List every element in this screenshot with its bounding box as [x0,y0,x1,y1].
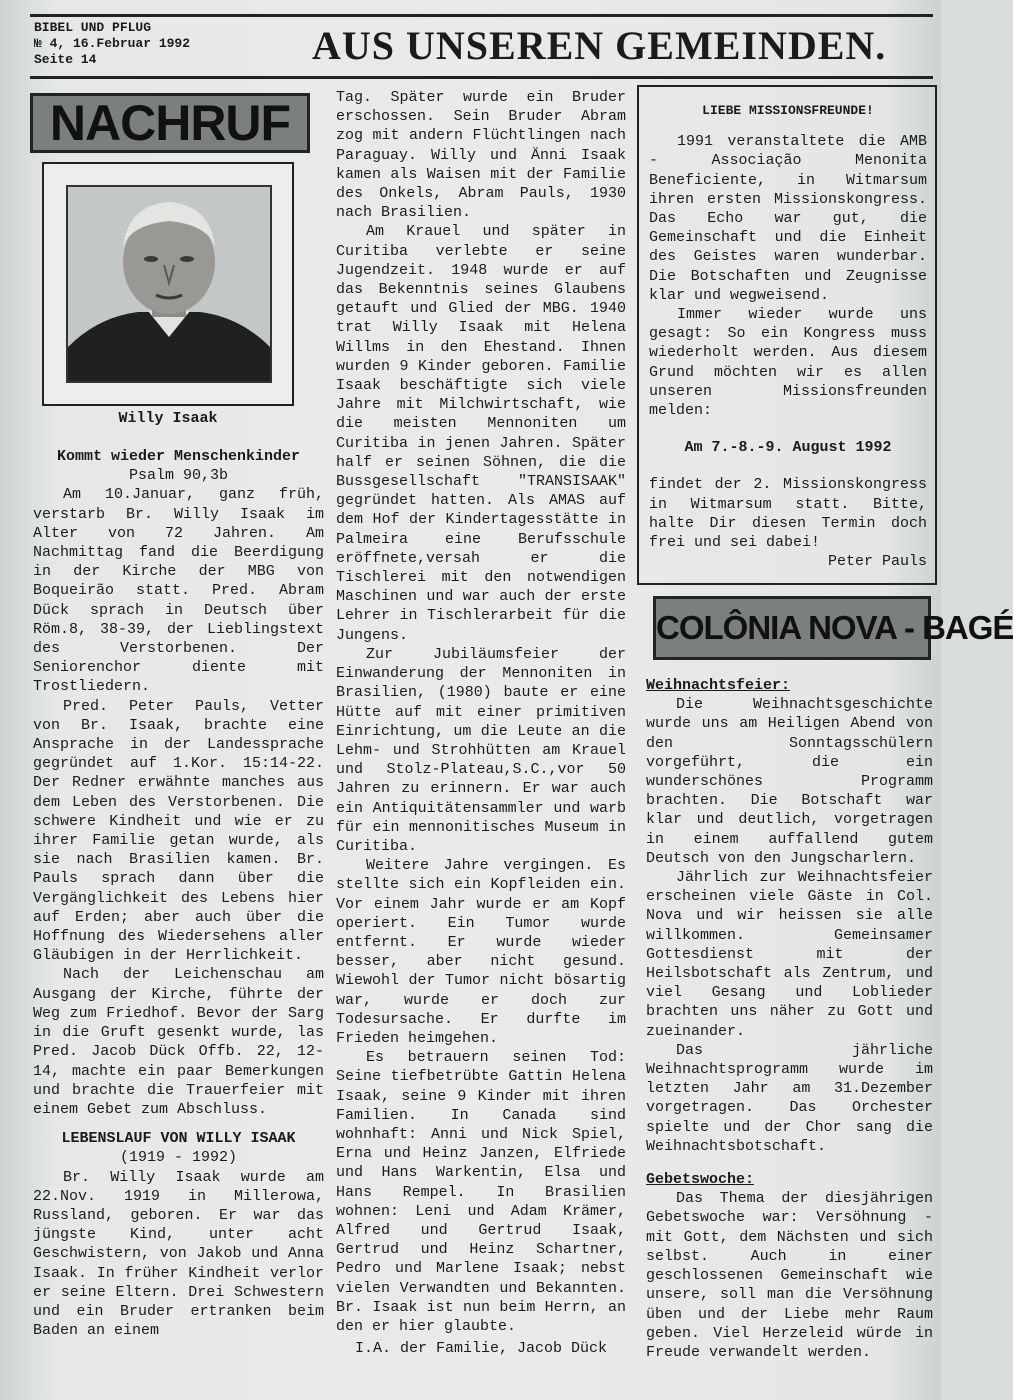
lebenslauf-years: (1919 - 1992) [119,1149,238,1167]
nachruf-banner: NACHRUF [30,93,310,153]
weihnacht-paragraph: Die Weihnachtsgeschichte wurde uns am Heiligen Abend von den Sonntagsschülern vorgeführt, die ein wunderschönes Programm brachten. Die Botschaft war klar und deutlich, vorgetragen in einem auffallend gutem Deutsch von den Jungscharlern. [646,696,933,867]
portrait-caption: Willy Isaak [118,410,218,427]
weihnacht-paragraph: Das jährliche Weihnachtsprogramm wurde im letzten Jahr am 31.Dezember vorgetragen. Das Orchester spielte und der Chor sang die Weihnachtsbotschaft. [646,1041,933,1155]
obituary-heading: Kommt wieder Menschenkinder [56,448,301,465]
header-rule-bottom [30,76,933,79]
mission-paragraph: Immer wieder wurde uns gesagt: So ein Kongress muss wiederholt werden. Aus diesem Grund möchten wir es allen unseren Missionsfreunden melden: [649,306,927,420]
congress-date: Am 7.-8.-9. August 1992 [684,439,892,457]
portrait-photo [66,185,272,383]
lebenslauf-continuation: Tag. Später wurde ein Bruder erschossen. Sein Bruder Abram zog mit andern Flüchtlingen nach Paraguay. Willy und Änni Isaak kamen als Waisen mit der Familie des Onkels, Abram Pauls, 1930 nach Brasilien. [336,89,626,222]
portrait-image [68,187,270,381]
mission-signature: Peter Pauls [827,553,927,571]
weihnacht-paragraph: Jährlich zur Weihnachtsfeier erscheinen viele Gäste in Col. Nova und wir heissen sie alle willkommen. Gemeinsamer Gottesdienst mit der Heilsbotschaft als Zentrum, und viel Gesang und Loblieder brachten uns näher zu Gott und zueinander. [646,869,933,1040]
obituary-paragraph: Am 10.Januar, ganz früh, verstarb Br. Willy Isaak im Alter von 72 Jahren. Am Nachmittag fand die Beerdigung in der Kirche der MBG von Boqueirão statt. Pred. Abram Dück sprach in Deutsch über Röm.8, 38-39, der Lieblingstext des Verstorbenen. Der Seniorenchor diente mit Trostliedern. [33,486,324,696]
mission-box-title: LIEBE MISSIONSFREUNDE! [702,103,874,118]
column-1 [33,447,324,1340]
mission-box [637,85,937,585]
psalm-reference: Psalm 90,3b [128,467,229,485]
publication-name: BIBEL UND PFLUG [34,20,152,35]
lebenslauf-paragraph: Am Krauel und später in Curitiba verlebte er seine Jugendzeit. 1948 wurde er auf das Bekenntnis seines Glaubens getauft und Glied der MBG. 1940 trat Willy Isaak mit Helena Willms in den Ehestand. Ihnen wurden 9 Kinder geboren. Familie Isaak beschäftigte sich viele Jahre mit Milchwirtschaft, wie die meisten Mennoniten um Curitiba in jenen Jahren. Später half er seinen Söhnen, die die Bussgesellschaft "TRANSISAAK" gegründet hatten. Als AMAS auf dem Hof der Kindertagesstätte in Palmeira eine Berufsschule eröffnete,versah er die Tischlerei mit den notwendigen Maschinen und war auch der erste Lehrer in Tischlerarbeit für die Jungens. [336,223,626,644]
lebenslauf-paragraph: Weitere Jahre vergingen. Es stellte sich ein Kopfleiden ein. Vor einem Jahr wurde er am Kopf operiert. Ein Tumor wurde entfernt. Er wurde wieder besser, aber nicht gesund. Wiewohl der Tumor nicht bösartig war, wurde er doch zur Todesursache. Er durfte im Frieden heimgehen. [336,857,626,1047]
lebenslauf-paragraph: Es betrauern seinen Tod: Seine tiefbetrübte Gattin Helena Isaak, seine 9 Kinder mit ihren Familien. In Canada sind wohnhaft: Anni und Nick Spiel, Erna und Heinz Janzen, Elfriede und Hans Warkentin, Elsa und Hans Rempel. In Brasilien wohnen: Leni und Adam Krämer, Alfred und Gertrud Isaak, Gertrud und Heinz Schartner, Pedro und Marlene Isaak; nebst vielen Verwandten und Bekannten. Br. Isaak ist nun beim Herrn, an den er hier glaubte. [336,1049,626,1335]
mission-paragraph: findet der 2. Missionskongress in Witmarsum statt. Bitte, halte Dir diesen Termin doch frei und sei dabei! [649,476,927,552]
issue-date: № 4, 16.Februar 1992 [34,36,191,51]
lebenslauf-paragraph: Zur Jubiläumsfeier der Einwanderung der Mennoniten in Brasilien, (1980) baute er eine Hütte auf mit einer primitiven Einrichtung, um die Leute an die Lehm- und Strohhütten am Krauel und Stolz-Plateau,S.C.,vor 50 Jahren zu erinnern. Er war auch ein Antiquitätensammler und warb für ein mennonitisches Museum in Curitiba. [336,645,626,855]
column-2 [336,88,626,1358]
page-number: Seite 14 [34,52,97,67]
gebetswoche-heading: Gebetswoche: [646,1171,755,1189]
lebenslauf-paragraph: Br. Willy Isaak wurde am 22.Nov. 1919 in Millerowa, Russland, geboren. Er war das jüngste Kind, unter acht Geschwistern, von Jakob und Anna Isaak. In früher Kindheit verlor er seine Eltern. Drei Schwestern und ein Bruder ertranken beim Baden an einem [33,1168,324,1340]
portrait-frame [42,162,294,406]
mission-paragraph: 1991 veranstaltete die AMB - Associação Menonita Beneficiente, in Witmarsum ihren ersten Missionskongress. Das Echo war gut, die Gemeinschaft und die Einheit des Geistes waren wunderbar. Die Botschaften und Zeugnisse klar und wegweisend. [649,133,927,304]
colonia-banner: COLÔNIA NOVA - BAGÉ [653,596,931,660]
family-signature: I.A. der Familie, Jacob Dück [354,1340,608,1358]
obituary-paragraph: Nach der Leichenschau am Ausgang der Kirche, führte der Weg zum Friedhof. Bevor der Sarg in die Gruft gesenkt wurde, las Pred. Jacob Dück Offb. 22, 12-14, machte ein paar Bemerkungen und brachte die Trauerfeier mit einem Gebet zum Abschluss. [33,966,324,1118]
weihnachtsfeier-heading: Weihnachtsfeier: [646,677,791,694]
column-3 [646,676,933,1362]
gebetswoche-paragraph: Das Thema der diesjährigen Gebetswoche war: Versöhnung - mit Gott, dem Nächsten und sich selbst. Auch in einer geschlossenen Gemeinschaft wie unsere, soll man die Versöhnung üben und der Liebe mehr Raum geben. Viel Herzeleid würde in Freude verwandelt werden. [646,1190,933,1361]
section-title: AUS UNSEREN GEMEINDEN. [312,23,887,68]
header-rule-top [30,14,933,17]
obituary-paragraph: Pred. Peter Pauls, Vetter von Br. Isaak, brachte eine Ansprache in der Landessprache gegründet auf 1.Kor. 15:14-22. Der Redner erwähnte manches aus dem Leben des Verstorbenen. Die schwere Kindheit und wie er zu ihrer Familie getan wurde, als sie nach Brasilien kamen. Br. Pauls sprach dann über die Vergänglichkeit des Lebens hier auf Erden; aber auch über die Hoffnung des Wiedersehens aller Gläubigen in der Herrlichkeit. [33,697,324,965]
issue-meta [34,20,190,68]
lebenslauf-heading: LEBENSLAUF VON WILLY ISAAK [61,1130,296,1148]
